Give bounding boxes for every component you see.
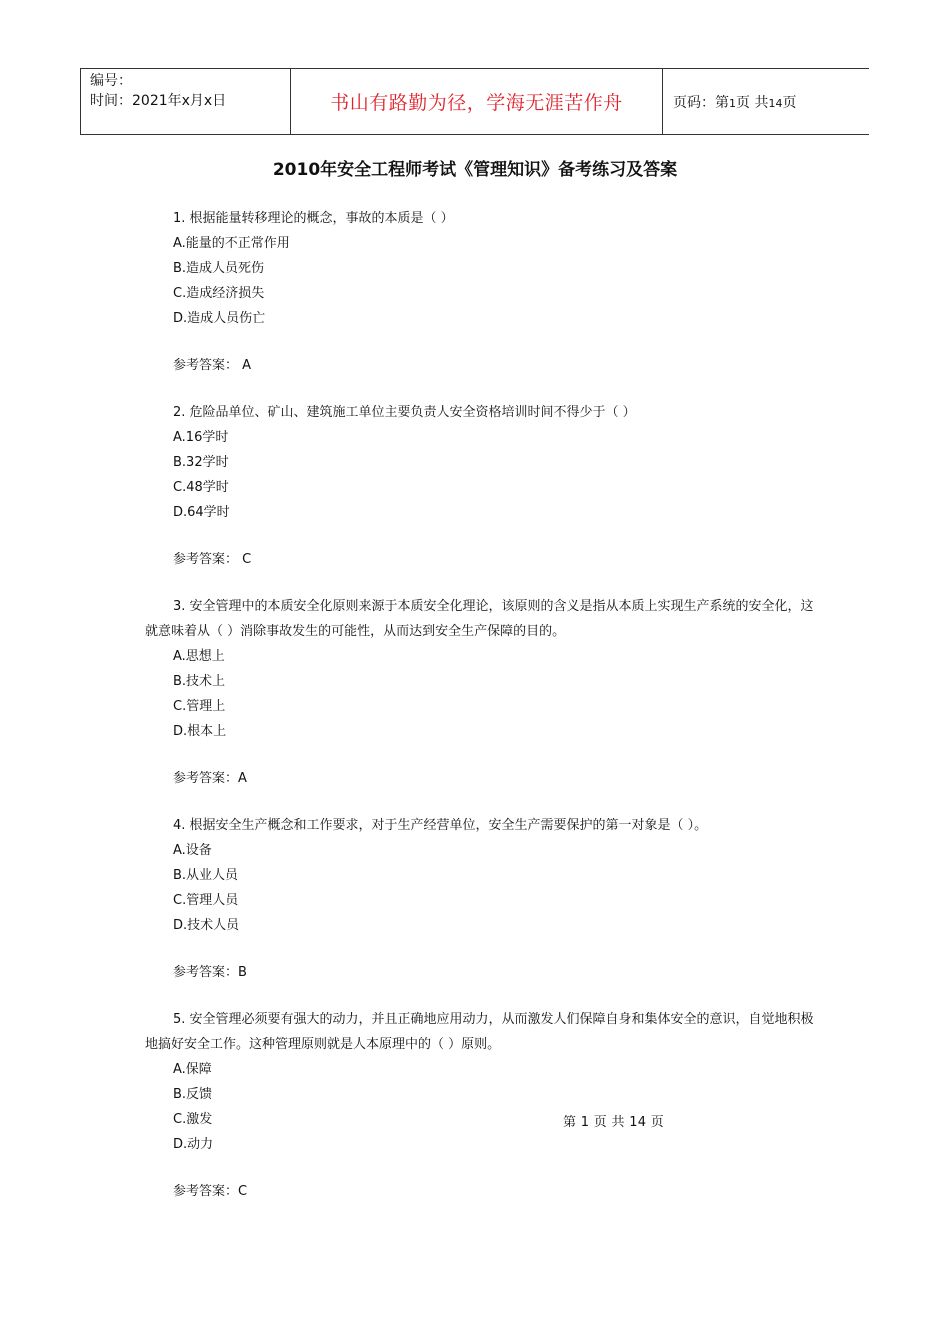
option-a: A.思想上 <box>173 649 225 664</box>
option-a: A.保障 <box>173 1062 212 1077</box>
page-footer: 第 1 页 共 14 页 <box>563 1115 665 1130</box>
question-5 <box>145 1007 825 1204</box>
page-suffix: 页 <box>782 94 797 111</box>
question-1 <box>145 206 825 378</box>
time-label: 时间：2021年x月x日 <box>90 93 227 109</box>
answer-line: 参考答案：C <box>173 1184 248 1199</box>
option-b: B.造成人员死伤 <box>173 261 265 276</box>
answer-line: 参考答案： C <box>173 552 252 567</box>
page-current: 1 <box>729 96 736 110</box>
option-a: A.能量的不正常作用 <box>173 236 290 251</box>
option-a: A.16学时 <box>173 430 229 445</box>
option-d: D.动力 <box>173 1137 214 1152</box>
option-c: C.管理人员 <box>173 893 239 908</box>
question-stem: 2. 危险品单位、矿山、建筑施工单位主要负责人安全资格培训时间不得少于（ ） <box>173 405 636 420</box>
option-c: C.造成经济损失 <box>173 286 265 301</box>
motto-text: 书山有路勤为径，学海无涯苦作舟 <box>330 92 623 114</box>
serial-label: 编号： <box>90 73 132 89</box>
question-4 <box>145 813 825 985</box>
answer-line: 参考答案：B <box>173 965 247 980</box>
document-title: 2010年安全工程师考试《管理知识》备考练习及答案 <box>272 160 678 180</box>
motto-cell <box>291 69 663 135</box>
header-table <box>80 68 869 135</box>
option-c: C.管理上 <box>173 699 226 714</box>
answer-line: 参考答案：A <box>173 771 247 786</box>
option-c: C.激发 <box>173 1112 213 1127</box>
question-stem: 3. 安全管理中的本质安全化原则来源于本质安全化理论，该原则的含义是指从本质上实现生产系统的安全化，这就意味着从（ ）消除事故发生的可能性，从而达到安全生产保障的目的。 <box>145 599 814 639</box>
question-stem: 4. 根据安全生产概念和工作要求，对于生产经营单位，安全生产需要保护的第一对象是（ ）。 <box>173 818 708 833</box>
option-d: D.根本上 <box>173 724 227 739</box>
page-total: 14 <box>768 96 783 110</box>
question-list <box>145 206 825 1226</box>
option-a: A.设备 <box>173 843 212 858</box>
option-d: D.64学时 <box>173 505 230 520</box>
question-3 <box>145 594 825 791</box>
question-2 <box>145 400 825 572</box>
option-c: C.48学时 <box>173 480 229 495</box>
option-d: D.技术人员 <box>173 918 240 933</box>
question-stem: 1. 根据能量转移理论的概念，事故的本质是（ ） <box>173 211 454 226</box>
option-b: B.32学时 <box>173 455 229 470</box>
header-meta-cell <box>81 69 291 135</box>
page-number-cell <box>663 69 870 135</box>
option-b: B.反馈 <box>173 1087 213 1102</box>
option-d: D.造成人员伤亡 <box>173 311 266 326</box>
page-prefix: 页码：第 <box>673 94 729 111</box>
option-b: B.技术上 <box>173 674 226 689</box>
answer-line: 参考答案： A <box>173 358 252 373</box>
option-b: B.从业人员 <box>173 868 239 883</box>
question-stem: 5. 安全管理必须要有强大的动力，并且正确地应用动力，从而激发人们保障自身和集体安全的意识，自觉地积极地搞好安全工作。这种管理原则就是人本原理中的（ ）原则。 <box>145 1012 814 1052</box>
page-mid: 页 共 <box>736 94 769 111</box>
